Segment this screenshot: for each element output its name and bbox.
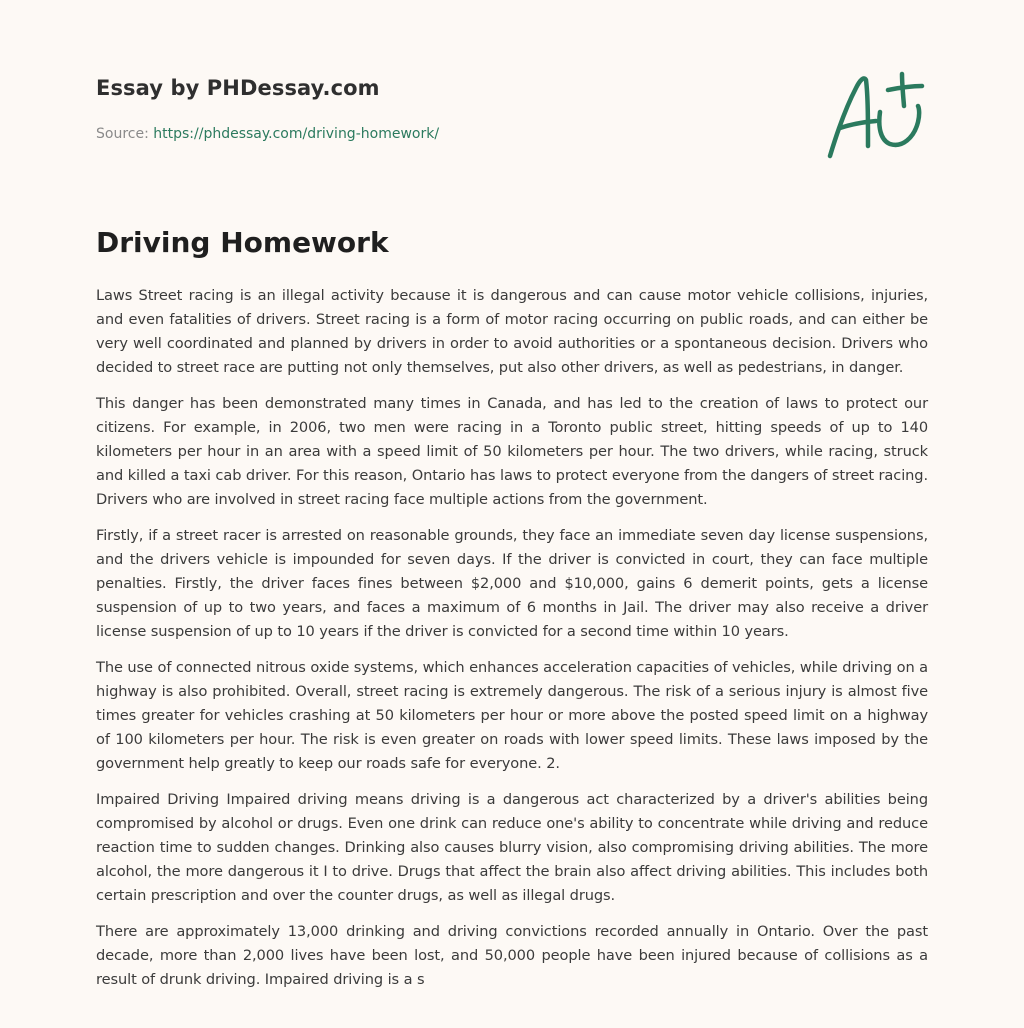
source-link[interactable]: https://phdessay.com/driving-homework/ bbox=[153, 126, 440, 142]
site-title: Essay by PHDessay.com bbox=[96, 76, 380, 100]
source-label: Source: bbox=[96, 126, 154, 142]
a-plus-grade-icon bbox=[822, 66, 930, 166]
paragraph: This danger has been demonstrated many times in Canada, and has led to the creation of laws to protect our citizens. For example, in 2006, two men were racing in a Toronto public street, hitting speeds of up to 140 kilometers per hour in an area with a speed limit of 50 kilometers per hour. The two drivers, while racing, struck and killed a taxi cab driver. For this reason, Ontario has laws to protect everyone from the dangers of street racing. Drivers who are involved in street racing face multiple actions from the government. bbox=[96, 395, 928, 508]
paragraph: Firstly, if a street racer is arrested on reasonable grounds, they face an immediate seven day license suspensions, and the drivers vehicle is impounded for seven days. If the driver is convicted in court, they can face multiple penalties. Firstly, the driver faces fines between $2,000 and $10,000, gains 6 demerit points, gets a license suspension of up to two years, and faces a maximum of 6 months in Jail. The driver may also receive a driver license suspension of up to 10 years if the driver is convicted for a second time within 10 years. bbox=[96, 527, 928, 640]
paragraph: There are approximately 13,000 drinking and driving convictions recorded annually in Ontario. Over the past decade, more than 2,000 lives have been lost, and 50,000 people have been injured because of collisions as a result of drunk driving. Impaired driving is a s bbox=[96, 923, 928, 988]
source-line bbox=[96, 126, 439, 142]
paragraph: Impaired Driving Impaired driving means driving is a dangerous act characterized by a driver's abilities being compromised by alcohol or drugs. Even one drink can reduce one's ability to concentrate while driving and reduce reaction time to sudden changes. Drinking also causes blurry vision, also compromising driving abilities. The more alcohol, the more dangerous it I to drive. Drugs that affect the brain also affect driving abilities. This includes both certain prescription and over the counter drugs, as well as illegal drugs. bbox=[96, 791, 928, 904]
essay-body bbox=[96, 284, 928, 1004]
paragraph: The use of connected nitrous oxide systems, which enhances acceleration capacities of vehicles, while driving on a highway is also prohibited. Overall, street racing is extremely dangerous. The risk of a serious injury is almost five times greater for vehicles crashing at 50 kilometers per hour or more above the posted speed limit on a highway of 100 kilometers per hour. The risk is even greater on roads with lower speed limits. These laws imposed by the government help greatly to keep our roads safe for everyone. 2. bbox=[96, 659, 928, 772]
document-title: Driving Homework bbox=[96, 226, 389, 259]
paragraph: Laws Street racing is an illegal activity because it is dangerous and can cause motor vehicle collisions, injuries, and even fatalities of drivers. Street racing is a form of motor racing occurring on public roads, and can either be very well coordinated and planned by drivers in order to avoid authorities or a spontaneous decision. Drivers who decided to street race are putting not only themselves, put also other drivers, as well as pedestrians, in danger. bbox=[96, 287, 928, 376]
header bbox=[96, 76, 928, 142]
